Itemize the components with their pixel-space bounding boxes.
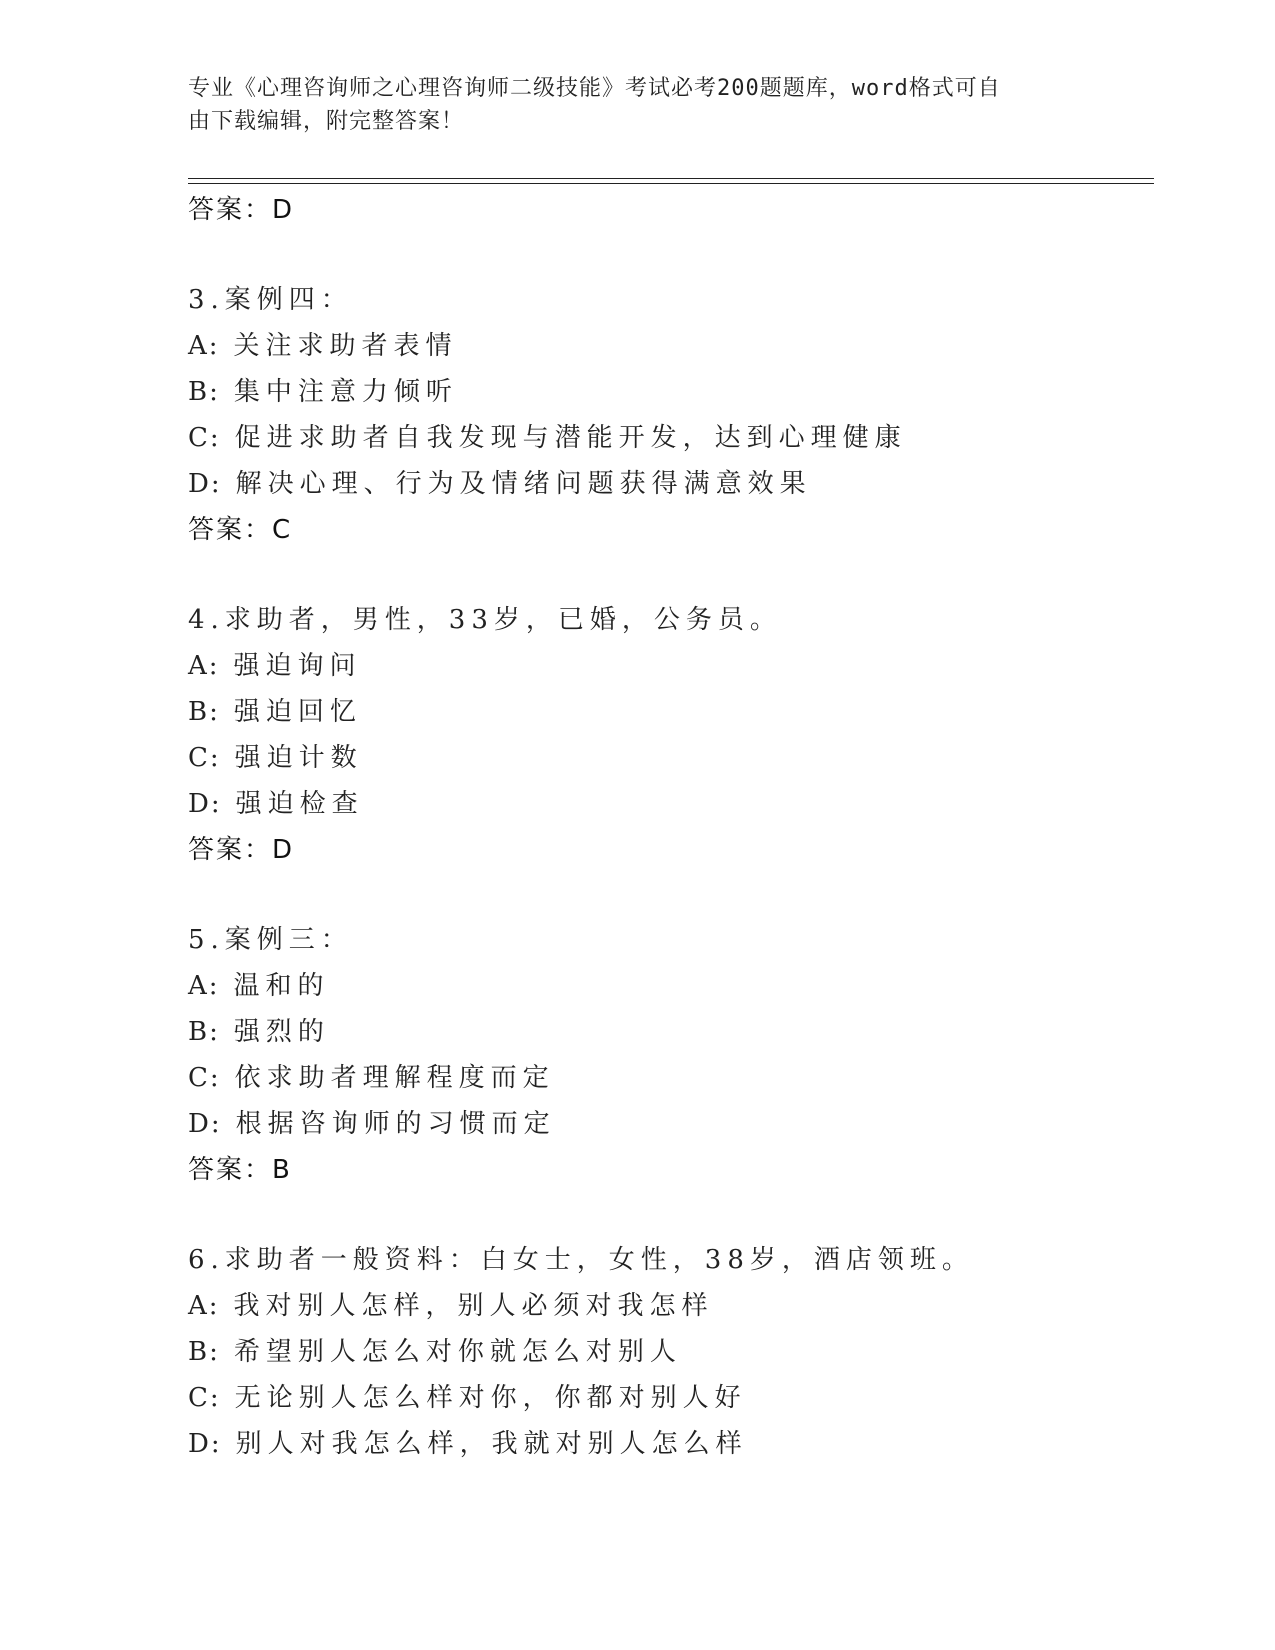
option-text: 关注求助者表情 bbox=[233, 331, 458, 361]
question-block bbox=[188, 1237, 1148, 1467]
option-letter: A: bbox=[188, 971, 220, 1001]
option-text: 解决心理、行为及情绪问题获得满意效果 bbox=[235, 469, 812, 499]
option-letter: B: bbox=[188, 1017, 220, 1047]
question-block bbox=[188, 917, 1148, 1193]
header-line-1: 专业《心理咨询师之心理咨询师二级技能》考试必考200题题库，word格式可自 bbox=[188, 76, 1001, 101]
option-d bbox=[188, 1421, 1148, 1467]
option-b bbox=[188, 369, 1148, 415]
option-letter: C: bbox=[188, 1063, 221, 1093]
option-c bbox=[188, 415, 1148, 461]
option-letter: A: bbox=[188, 331, 220, 361]
option-text: 根据咨询师的习惯而定 bbox=[235, 1109, 556, 1139]
question-block bbox=[188, 597, 1148, 873]
header-divider-top bbox=[188, 178, 1154, 179]
question-stem: 3.案例四： bbox=[188, 285, 353, 315]
option-text: 强迫回忆 bbox=[233, 697, 362, 727]
option-letter: A: bbox=[188, 1291, 220, 1321]
option-b bbox=[188, 1329, 1148, 1375]
option-letter: C: bbox=[188, 743, 221, 773]
option-a bbox=[188, 963, 1148, 1009]
option-d bbox=[188, 461, 1148, 507]
question-stem: 6.求助者一般资料：白女士，女性，38岁，酒店领班。 bbox=[188, 1245, 974, 1275]
option-text: 强迫询问 bbox=[233, 651, 362, 681]
option-c bbox=[188, 1055, 1148, 1101]
option-text: 温和的 bbox=[233, 971, 330, 1001]
answer: 答案：B bbox=[188, 1155, 292, 1185]
option-c bbox=[188, 735, 1148, 781]
option-c bbox=[188, 1375, 1148, 1421]
option-letter: B: bbox=[188, 1337, 220, 1367]
option-a bbox=[188, 643, 1148, 689]
option-letter: C: bbox=[188, 423, 221, 453]
option-d bbox=[188, 781, 1148, 827]
answer-previous: 答案：D bbox=[188, 195, 295, 225]
question-block bbox=[188, 277, 1148, 553]
option-text: 强迫计数 bbox=[234, 743, 363, 773]
option-letter: D: bbox=[188, 1429, 222, 1459]
option-b bbox=[188, 1009, 1148, 1055]
option-letter: B: bbox=[188, 377, 220, 407]
option-a bbox=[188, 1283, 1148, 1329]
document-header bbox=[188, 72, 1068, 138]
option-text: 别人对我怎么样，我就对别人怎么样 bbox=[235, 1429, 748, 1459]
option-text: 我对别人怎样，别人必须对我怎样 bbox=[233, 1291, 714, 1321]
option-letter: D: bbox=[188, 1109, 222, 1139]
question-stem: 5.案例三： bbox=[188, 925, 353, 955]
option-text: 依求助者理解程度而定 bbox=[234, 1063, 555, 1093]
option-text: 强烈的 bbox=[233, 1017, 330, 1047]
option-d bbox=[188, 1101, 1148, 1147]
option-a bbox=[188, 323, 1148, 369]
option-text: 集中注意力倾听 bbox=[233, 377, 458, 407]
option-text: 促进求助者自我发现与潜能开发，达到心理健康 bbox=[234, 423, 907, 453]
question-stem: 4.求助者，男性，33岁，已婚，公务员。 bbox=[188, 605, 782, 635]
header-divider-bottom bbox=[188, 183, 1154, 184]
option-b bbox=[188, 689, 1148, 735]
option-text: 强迫检查 bbox=[235, 789, 364, 819]
answer: 答案：D bbox=[188, 835, 295, 865]
option-letter: A: bbox=[188, 651, 220, 681]
question-list bbox=[188, 187, 1148, 1467]
option-letter: B: bbox=[188, 697, 220, 727]
option-letter: C: bbox=[188, 1383, 221, 1413]
option-letter: D: bbox=[188, 469, 222, 499]
option-text: 希望别人怎么对你就怎么对别人 bbox=[233, 1337, 682, 1367]
option-text: 无论别人怎么样对你，你都对别人好 bbox=[234, 1383, 747, 1413]
answer: 答案：C bbox=[188, 515, 293, 545]
header-line-2: 由下载编辑，附完整答案！ bbox=[188, 109, 465, 134]
option-letter: D: bbox=[188, 789, 222, 819]
